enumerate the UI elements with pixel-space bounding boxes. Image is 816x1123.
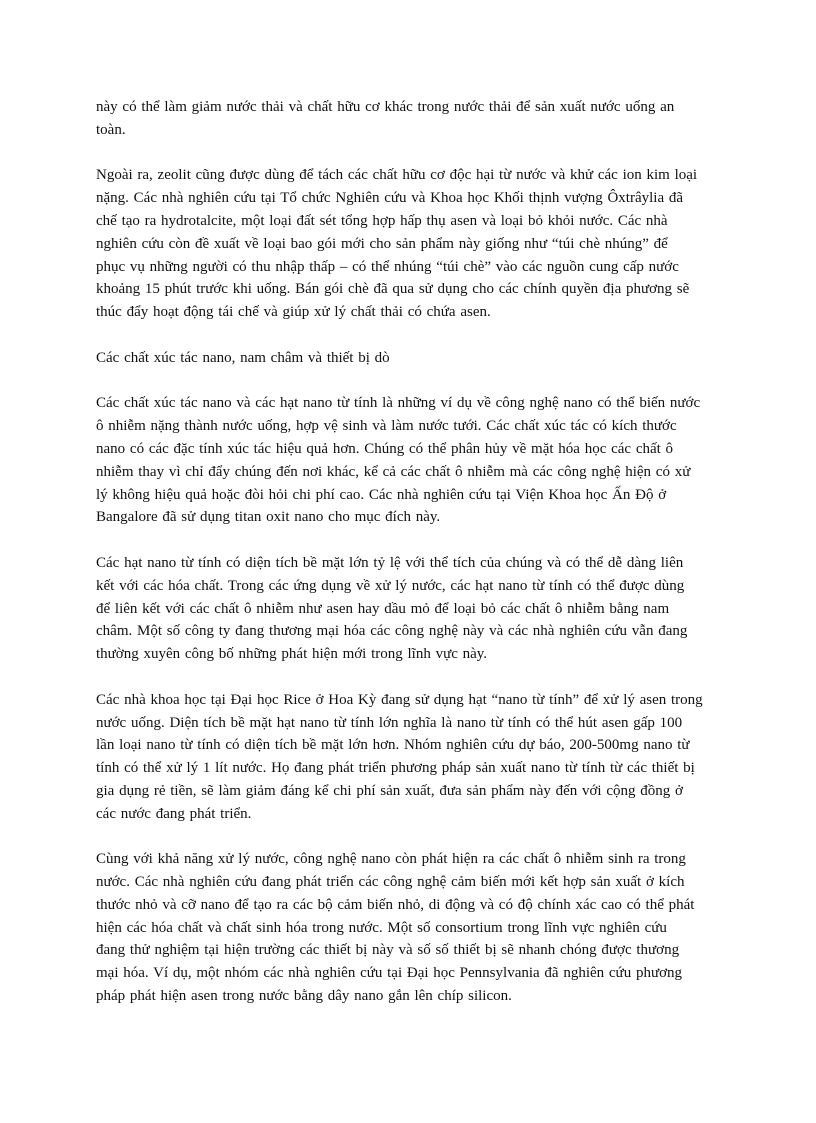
document-body bbox=[96, 96, 722, 1031]
paragraph bbox=[96, 689, 722, 826]
text-line: nước. Các nhà nghiên cứu đang phát triển các công nghệ cảm biến mới kết hợp sản xuất ở kích bbox=[96, 874, 685, 891]
text-line: Các chất xúc tác nano và các hạt nano từ tính là những ví dụ về công nghệ nano có thể biến nước bbox=[96, 395, 701, 412]
text-line: nghiên cứu còn đề xuất về loại bao gói mới cho sản phẩm này giống như “túi chè nhúng” để bbox=[96, 235, 668, 252]
text-line: Bangalore đã sử dụng titan oxit nano cho mục đích này. bbox=[96, 509, 441, 526]
text-line: thường xuyên công bố những phát hiện mới trong lĩnh vực này. bbox=[96, 646, 488, 663]
paragraph bbox=[96, 848, 722, 1008]
text-line: nhiễm thay vì chỉ đẩy chúng đến nơi khác, kể cả các chất ô nhiễm mà các công nghệ hiện có xử bbox=[96, 463, 691, 480]
text-line: Ngoài ra, zeolit cũng được dùng để tách các chất hữu cơ độc hại từ nước và khử các ion kim loại bbox=[96, 167, 698, 184]
text-line: Cùng với khả năng xử lý nước, công nghệ nano còn phát hiện ra các chất ô nhiễm sinh ra trong bbox=[96, 851, 686, 868]
text-line: chế tạo ra hydrotalcite, một loại đất sét tổng hợp hấp thụ asen và loại bỏ khỏi nước. Các nhà bbox=[96, 212, 668, 229]
text-line: nặng. Các nhà nghiên cứu tại Tổ chức Nghiên cứu và Khoa học Khối thịnh vượng Ôxtrâylia đã bbox=[96, 190, 684, 207]
text-line: hiện các hóa chất và chất sinh hóa trong nước. Một số consortium trong lĩnh vực nghiên cứu bbox=[96, 919, 667, 936]
text-line: nano có các đặc tính xúc tác hiệu quả hơn. Chúng có thể phân hủy về mặt hóa học các chất ô bbox=[96, 440, 674, 457]
text-line: để liên kết với các chất ô nhiễm như asen hay dầu mỏ để loại bỏ các chất ô nhiễm bằng nam bbox=[96, 600, 670, 617]
text-line: khoảng 15 phút trước khi uống. Bán gói chè đã qua sử dụng cho các chính quyền địa phương sẽ bbox=[96, 281, 690, 298]
text-line: tính có thể xử lý 1 lít nước. Họ đang phát triển phương pháp sản xuất nano từ tính từ các thiết bị bbox=[96, 760, 695, 777]
text-line: Các hạt nano từ tính có diện tích bề mặt lớn tỷ lệ với thể tích của chúng và có thể dễ dàng liên bbox=[96, 554, 684, 571]
text-line: phục vụ những người có thu nhập thấp – có thể nhúng “túi chè” vào các nguồn cung cấp nước bbox=[96, 258, 679, 275]
section-heading bbox=[96, 347, 722, 370]
text-line: các nước đang phát triển. bbox=[96, 805, 252, 822]
text-line: ô nhiễm nặng thành nước uống, hợp vệ sinh và làm nước tưới. Các chất xúc tác có kích thước bbox=[96, 418, 677, 435]
paragraph bbox=[96, 164, 722, 324]
text-line: kết với các hóa chất. Trong các ứng dụng về xử lý nước, các hạt nano từ tính có thể được dùng bbox=[96, 577, 685, 594]
text-line: lần loại nano từ tính có diện tích bề mặt lớn hơn. Nhóm nghiên cứu dự báo, 200-500mg nano từ bbox=[96, 737, 690, 754]
text-line: mại hóa. Ví dụ, một nhóm các nhà nghiên cứu tại Đại học Pennsylvania đã nghiên cứu phương bbox=[96, 965, 683, 982]
text-line: này có thể làm giảm nước thải và chất hữu cơ khác trong nước thải để sản xuất nước uống an bbox=[96, 99, 675, 115]
text-line: châm. Một số công ty đang thương mại hóa các công nghệ này và các nhà nghiên cứu vẫn đang bbox=[96, 623, 688, 640]
text-line: pháp phát hiện asen trong nước bằng dây nano gắn lên chíp silicon. bbox=[96, 988, 512, 1005]
text-line: nước uống. Diện tích bề mặt hạt nano từ tính lớn nghĩa là nano từ tính có thể hút asen gấp 100 bbox=[96, 714, 683, 731]
text-line: toàn. bbox=[96, 121, 126, 138]
text-line: thúc đẩy hoạt động tái chế và giúp xử lý chất thải có chứa asen. bbox=[96, 304, 491, 321]
paragraph bbox=[96, 552, 722, 666]
paragraph bbox=[96, 392, 722, 529]
text-line: gia dụng rẻ tiền, sẽ làm giảm đáng kể chi phí sản xuất, đưa sản phẩm này đến với cộng đồng ở bbox=[96, 782, 683, 799]
text-line: lý không hiệu quả hoặc đòi hỏi chi phí cao. Các nhà nghiên cứu tại Viện Khoa học Ấn Độ ở bbox=[96, 486, 667, 503]
text-line: đang thử nghiệm tại hiện trường các thiết bị này và số số thiết bị sẽ nhanh chóng được thương bbox=[96, 942, 680, 959]
text-line: Các nhà khoa học tại Đại học Rice ở Hoa Kỳ đang sử dụng hạt “nano từ tính” để xử lý asen trong bbox=[96, 691, 703, 708]
text-line: thước nhỏ và cỡ nano để tạo ra các bộ cảm biến nhỏ, di động và có độ chính xác cao có thể phát bbox=[96, 896, 695, 913]
paragraph bbox=[96, 96, 722, 142]
text-line: Các chất xúc tác nano, nam châm và thiết bị dò bbox=[96, 349, 390, 366]
